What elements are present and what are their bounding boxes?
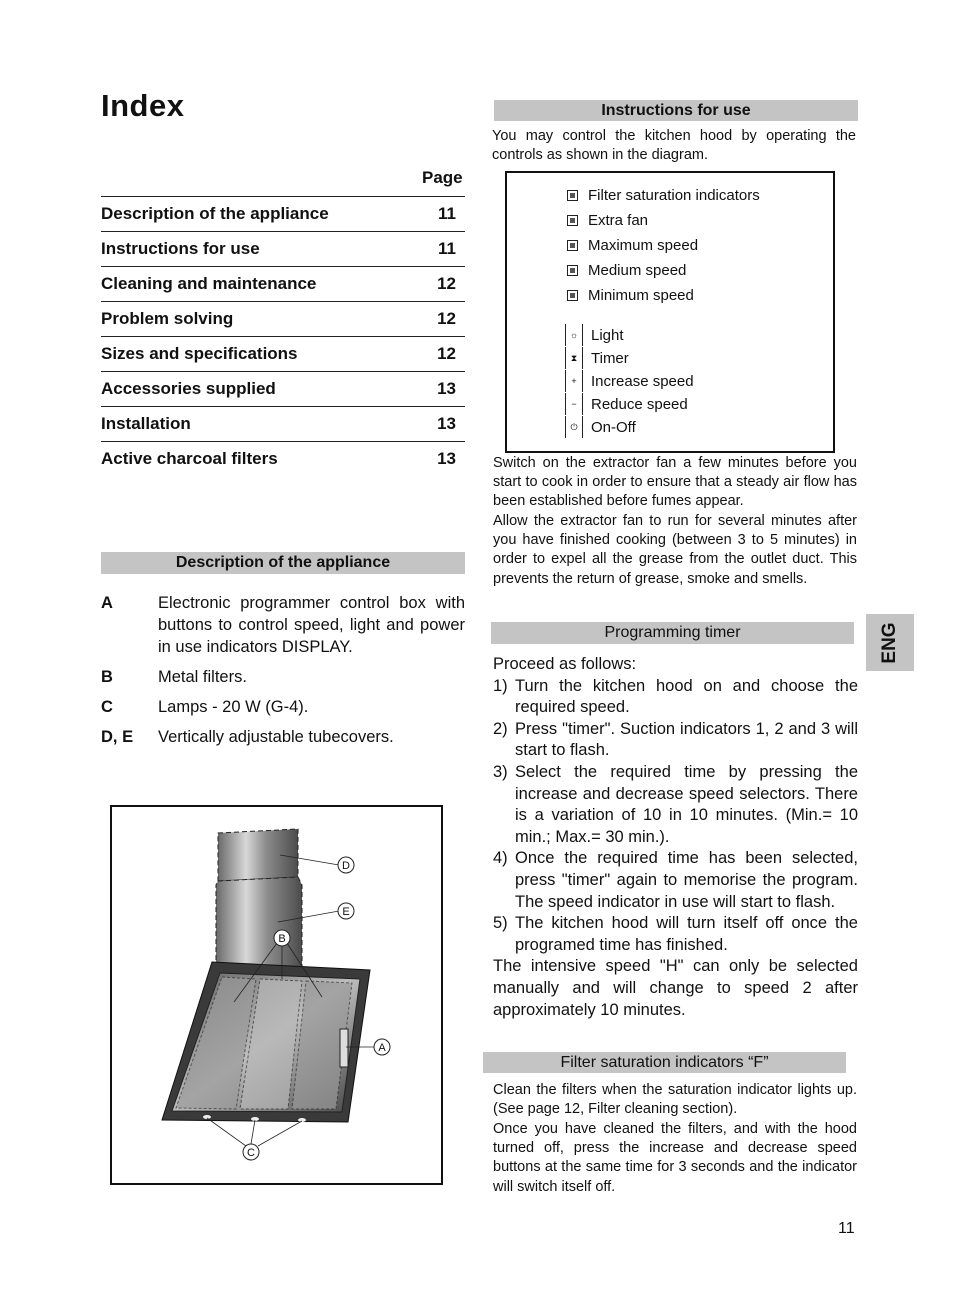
step-number: 5) [493, 914, 508, 933]
item-key: C [101, 698, 113, 716]
instructions-para-2: Allow the extractor fan to run for several minutes after you have finished cooking (between 3 to 5 minutes) in order to expel all the grease from the outlet duct. This prevents the return of grease, smoke and smells. [493, 513, 857, 587]
toc-label: Description of the appliance [101, 204, 329, 223]
item-text: Vertically adjustable tubecovers. [158, 728, 394, 746]
toc-label: Problem solving [101, 309, 234, 328]
description-list [101, 592, 465, 756]
toc-row[interactable] [101, 441, 465, 476]
page-title: Index [101, 88, 185, 123]
button-row [565, 324, 624, 346]
step-text: Press "timer". Suction indicators 1, 2 and 3 will start to flash. [515, 719, 858, 760]
toc-page: 13 [437, 414, 456, 433]
table-of-contents [101, 196, 465, 476]
instructions-heading: Instructions for use [494, 100, 858, 121]
toc-page: 11 [438, 239, 456, 258]
step-number: 3) [493, 762, 508, 781]
item-text: Electronic programmer control box with buttons to control speed, light and power in use indicators DISPLAY. [158, 594, 465, 656]
indicator-row [567, 260, 686, 280]
toc-label: Installation [101, 414, 191, 433]
label-c: C [247, 1147, 255, 1159]
toc-row[interactable] [101, 301, 465, 336]
timer-icon: ⧗ [565, 347, 583, 369]
button-label: Reduce speed [591, 395, 688, 413]
toc-row[interactable] [101, 196, 465, 231]
indicator-label: Minimum speed [588, 286, 694, 304]
indicator-row [567, 185, 760, 205]
indicator-row [567, 285, 694, 305]
toc-row[interactable] [101, 371, 465, 406]
button-row [565, 416, 636, 438]
toc-row[interactable] [101, 231, 465, 266]
toc-page: 12 [437, 274, 456, 293]
timer-note: The intensive speed "H" can only be selected manually and will change to speed 2 after approximately 10 minutes. [493, 957, 858, 1019]
indicator-label: Filter saturation indicators [588, 186, 760, 204]
step-number: 2) [493, 719, 508, 738]
item-key: A [101, 594, 113, 612]
step-text: Once the required time has been selected, press "timer" again to memorise the program. The speed indicator in use will start to flash. [515, 849, 858, 911]
page-number: 11 [838, 1220, 855, 1237]
toc-row[interactable] [101, 266, 465, 301]
medium-speed-indicator-icon [567, 265, 578, 276]
indicator-row [567, 210, 648, 230]
indicator-label: Medium speed [588, 261, 687, 279]
timer-lead: Proceed as follows: [493, 655, 637, 673]
item-text: Metal filters. [158, 668, 247, 686]
plus-icon: + [565, 370, 583, 392]
timer-heading: Programming timer [491, 622, 854, 644]
extra-fan-indicator-icon [567, 215, 578, 226]
min-speed-indicator-icon [567, 290, 578, 301]
list-item [101, 592, 465, 658]
timer-instructions [493, 654, 858, 1021]
language-tab [866, 614, 914, 671]
step-text: The kitchen hood will turn itself off once the programed time has finished. [515, 914, 858, 954]
filter-para-1: Clean the filters when the saturation indicator lights up. (See page 12, Filter cleaning section). [493, 1082, 857, 1118]
item-key: B [101, 668, 113, 686]
label-a: A [378, 1042, 386, 1054]
power-icon: ⏻ [565, 416, 583, 438]
toc-page: 13 [437, 449, 456, 468]
toc-page: 12 [437, 309, 456, 328]
instructions-intro: You may control the kitchen hood by operating the controls as shown in the diagram. [492, 128, 856, 164]
toc-label: Sizes and specifications [101, 344, 298, 363]
label-e: E [342, 906, 350, 918]
step-number: 4) [493, 849, 508, 868]
control-panel-diagram [505, 171, 835, 453]
light-icon: ☼ [565, 324, 583, 346]
list-item [493, 676, 858, 719]
list-item [493, 848, 858, 913]
filter-para-2: Once you have cleaned the filters, and with the hood turned off, press the increase and decrease speed buttons at the same time for 3 seconds and the indicator will switch itself off. [493, 1121, 857, 1195]
hood-illustration [112, 807, 441, 1183]
label-b: B [278, 933, 286, 945]
list-item [493, 719, 858, 762]
filter-indicator-icon [567, 190, 578, 201]
description-heading: Description of the appliance [101, 552, 465, 574]
button-row [565, 347, 629, 369]
step-number: 1) [493, 676, 508, 695]
toc-label: Instructions for use [101, 239, 260, 258]
max-speed-indicator-icon [567, 240, 578, 251]
minus-icon: − [565, 393, 583, 415]
button-label: Increase speed [591, 372, 694, 390]
toc-label: Accessories supplied [101, 379, 276, 398]
button-label: Light [591, 326, 624, 344]
language-tab-label: ENG [879, 621, 900, 664]
hood-diagram [110, 805, 443, 1185]
indicator-label: Maximum speed [588, 236, 699, 254]
toc-label: Cleaning and maintenance [101, 274, 317, 293]
indicator-label: Extra fan [588, 211, 649, 229]
button-label: On-Off [591, 418, 636, 436]
item-text: Lamps - 20 W (G-4). [158, 698, 309, 716]
label-d: D [342, 860, 350, 872]
toc-label: Active charcoal filters [101, 449, 278, 468]
list-item [493, 913, 858, 956]
step-text: Turn the kitchen hood on and choose the required speed. [515, 676, 858, 717]
list-item [101, 726, 465, 748]
toc-page: 12 [437, 344, 456, 363]
list-item [101, 666, 465, 688]
button-row [565, 370, 694, 392]
toc-page: 13 [437, 379, 456, 398]
step-text: Select the required time by pressing the increase and decrease speed selectors. There is a variation of 10 in 10 minutes. (Min.= 10 min.; Max.= 30 min.). [515, 762, 858, 846]
toc-page-header: Page [422, 168, 463, 187]
list-item [101, 696, 465, 718]
list-item [493, 762, 858, 848]
indicator-row [567, 235, 698, 255]
instructions-para-1: Switch on the extractor fan a few minutes before you start to cook in order to ensure that a steady air flow has been established before fumes appear. [493, 455, 857, 510]
button-label: Timer [591, 349, 629, 367]
button-row [565, 393, 688, 415]
toc-page: 11 [438, 204, 456, 223]
filter-heading: Filter saturation indicators “F” [483, 1052, 846, 1073]
toc-row[interactable] [101, 406, 465, 441]
toc-row[interactable] [101, 336, 465, 371]
item-key: D, E [101, 728, 134, 746]
